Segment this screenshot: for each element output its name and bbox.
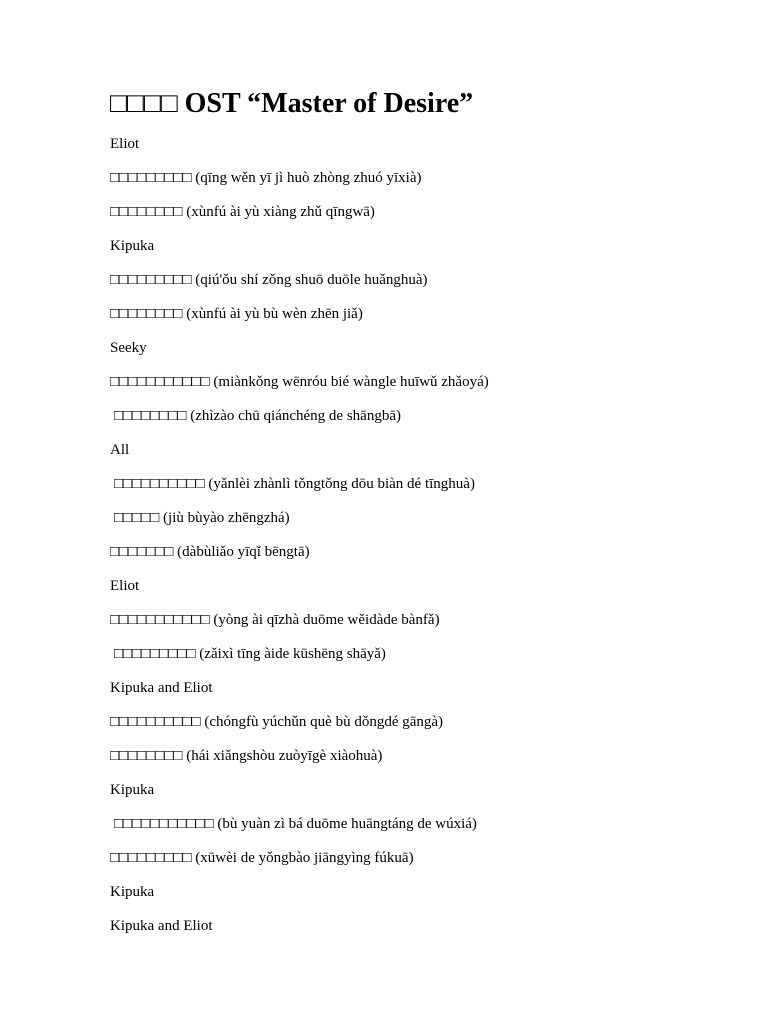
lyric-line: □□□□□□□□ (hái xiǎngshòu zuòyīgè xiàohuà) <box>110 748 383 764</box>
lyric-line: □□□□□□□□□ (qiú'ǒu shí zǒng shuō duōle huǎnghuà) <box>110 272 428 288</box>
lyric-line: Kipuka <box>110 782 155 798</box>
lyric-line: □□□□□□□□□□□ (bù yuàn zì bá duōme huāngtáng de wúxiá) <box>114 816 477 832</box>
lyric-line: □□□□□□□□□□ (chóngfù yúchǔn què bù dǒngdé gāngà) <box>110 714 444 730</box>
lyric-line: Kipuka <box>110 884 155 900</box>
document-page <box>110 84 730 950</box>
lyric-line: Eliot <box>110 136 140 152</box>
lyric-line: □□□□□ (jiù bùyào zhēngzhá) <box>114 510 290 526</box>
lyric-line: □□□□□□□□□ (xūwèi de yǒngbào jiāngyìng fúkuā) <box>110 850 414 866</box>
lyric-line: □□□□□□□□□□ (yǎnlèi zhànlì tǒngtǒng dōu biàn dé tīnghuà) <box>114 476 475 492</box>
lyric-line: Kipuka and Eliot <box>110 680 213 696</box>
lyric-line: Seeky <box>110 340 147 356</box>
lyrics-list <box>110 134 730 936</box>
lyric-line: □□□□□□□□ (xùnfú ài yù bù wèn zhēn jiǎ) <box>110 306 363 322</box>
lyric-line: Kipuka <box>110 238 155 254</box>
lyric-line: Kipuka and Eliot <box>110 918 213 934</box>
lyric-line: □□□□□□□□□□□ (yòng ài qīzhà duōme wěidàde bànfǎ) <box>110 612 440 628</box>
page-title: □□□□ OST “Master of Desire” <box>110 88 474 119</box>
lyric-line: □□□□□□□□ (xùnfú ài yù xiàng zhǔ qīngwā) <box>110 204 375 220</box>
lyric-line: □□□□□□□□□ (zǎixì tīng àide kūshēng shāyǎ) <box>114 646 386 662</box>
lyric-line: □□□□□□□ (dàbùliǎo yīqǐ bēngtā) <box>110 544 310 560</box>
lyric-line: □□□□□□□□ (zhìzào chū qiánchéng de shāngbā) <box>114 408 401 424</box>
lyric-line: All <box>110 442 130 458</box>
lyric-line: □□□□□□□□□ (qīng wěn yī jì huò zhòng zhuó yīxià) <box>110 170 422 186</box>
lyric-line: □□□□□□□□□□□ (miànkǒng wēnróu bié wàngle huīwǔ zhǎoyá) <box>110 374 489 390</box>
lyric-line: Eliot <box>110 578 140 594</box>
